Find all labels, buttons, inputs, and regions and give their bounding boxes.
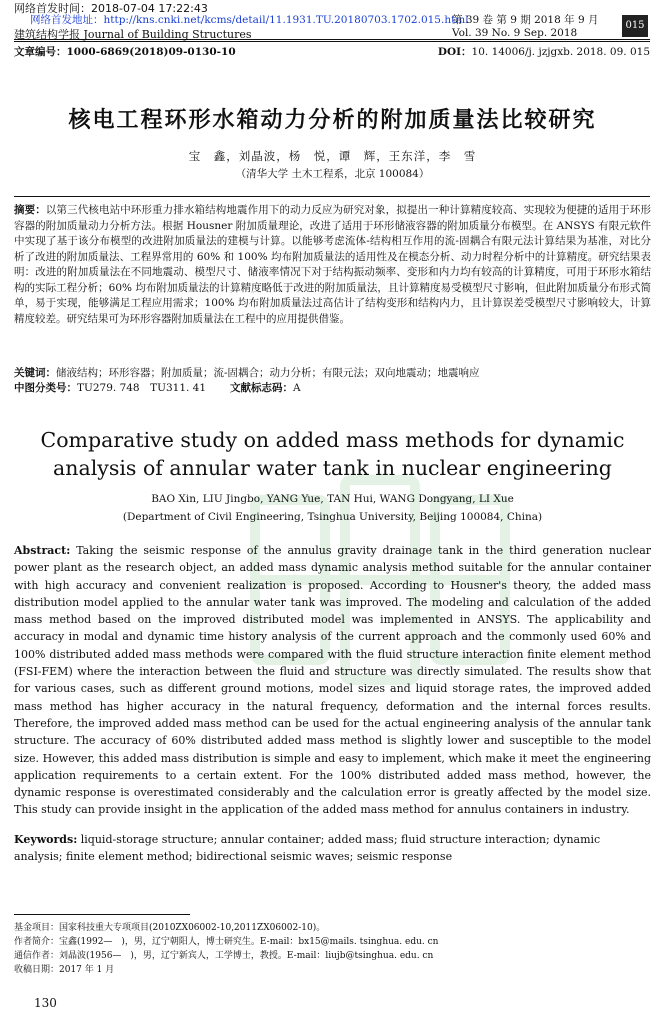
journal-name: 建筑结构学报 Journal of Building Structures bbox=[14, 28, 252, 41]
footnote-author-bio: 作者简介：宝鑫(1992— )，男，辽宁朝阳人，博士研究生。E-mail：bx15@mails. tsinghua. edu. cn bbox=[14, 937, 439, 947]
publish-url-link[interactable]: http://kns.cnki.net/kcms/detail/11.1931.TU.20180703.1702.015.html bbox=[103, 14, 469, 26]
header-rule bbox=[14, 39, 650, 40]
title-en: Comparative study on added mass methods for dynamic analysis of annular water tank in nuclear engineering bbox=[40, 428, 625, 480]
publish-url-label: 网络首发地址： bbox=[30, 14, 104, 26]
title-cn: 核电工程环形水箱动力分析的附加质量法比较研究 bbox=[68, 108, 597, 133]
abstract-en-text: Taking the seismic response of the annulus gravity drainage tank in the third generation nuclear power plant as the research object, an added mass dynamic analysis method suitable for the annular container with high accuracy and convenient realization is proposed. According to Housner's theory, the added mass distribution model applied to the annular water tank was improved. The modeling and calculation of the added mass method based on the improved distributed model was implemented in ANSYS. The applicability and accuracy in modal and dynamic time history analysis of the current approach and the commonly used 60% and 100% distributed added mass methods were compared with the fluid structure interaction finite element method (FSI-FEM) where the interaction between the fluid and structure was directly simulated. The results show that for various cases, such as different ground motions, model sizes and liquid storage rates, the improved added mass method has higher accuracy in the natural frequency, deformation and the internal forces results. Therefore, the improved added mass method can be used for the actual engineering analysis of the annular tank structure. The accuracy of 60% distributed added mass method is slightly lower and susceptible to the model size. However, this added mass distribution is simple and easy to implement, which make it meet the engineering application requirements to a certain extent. For the 100% distributed added mass method, however, the dynamic response is overestimated considerably and the calculation error is greatly affected by the model size. This study can provide insight in the application of the added mass method for annulus containers in industry. bbox=[14, 544, 652, 817]
doi-line bbox=[438, 44, 650, 59]
abstract-cn bbox=[14, 203, 651, 327]
issue-cn: 第 39 卷 第 9 期 2018 年 9 月 bbox=[452, 14, 599, 26]
issue-info bbox=[452, 14, 598, 40]
article-number: 文章编号：1000-6869(2018)09-0130-10 bbox=[14, 46, 236, 58]
doi-value: 10. 14006/j. jzjgxb. 2018. 09. 015 bbox=[471, 46, 650, 58]
abstract-en-label: Abstract: bbox=[14, 544, 71, 557]
publish-time: 2018-07-04 17:22:43 bbox=[91, 2, 208, 15]
keywords-en-label: Keywords: bbox=[14, 833, 78, 846]
affiliation-en: (Department of Civil Engineering, Tsinghua University, Beijing 100084, China) bbox=[122, 511, 543, 523]
classification-line bbox=[14, 380, 301, 395]
footnote-funding: 基金项目：国家科技重大专项项目(2010ZX06002-10,2011ZX06002-10)。 bbox=[14, 923, 326, 933]
abstract-top-rule bbox=[14, 196, 650, 197]
footnote-rule bbox=[14, 914, 190, 915]
keywords-cn bbox=[14, 365, 480, 380]
abstract-cn-text: 以第三代核电站中环形重力排水箱结构地震作用下的动力反应为研究对象，拟提出一种计算精度较高、实现较为便捷的适用于环形容器的附加质量动力分析方法。根据 Housner 附加质量理论，改进了适用于环形储液容器的附加质量分布模型。在 ANSYS 有限元软件中实现了基于该分布模型的改进附加质量法的建模与计算。以能够考虑流体-结构相互作用的流-固耦合有限元法计算结果为基准，对比分析了改进的附加质量法、工程界常用的 60% 和 100% 均布附加质量法的适用性及在模态分析、动力时程分析中的计算精度。研究结果表明：改进的附加质量法在不同地震动、模型尺寸、储液率情况下对于结构振动频率、变形和内力均有较高的计算精度，可用于环形水箱结构的实际工程分析；60% 均布附加质量法的计算精度略低于改进的附加质量法，且计算精度易受模型尺寸影响，但此附加质量分布形式简单，易于实现，能够满足工程应用需求；100% 均布附加质量法过高估计了结构变形和结构内力，且计算误差受模型尺寸影响较大，计算精度较差。研究结果可为环形容器附加质量法在工程中的应用提供借鉴。 bbox=[14, 204, 652, 325]
doc-code-value: A bbox=[293, 382, 301, 394]
doc-code-label: 文献标志码： bbox=[230, 382, 294, 394]
clc-value: TU279. 748 TU311. 41 bbox=[77, 382, 207, 394]
footnote-corresponding: 通信作者：刘晶波(1956— )，男，辽宁新宾人，工学博士，教授。E-mail：liujb@tsinghua. edu. cn bbox=[14, 951, 434, 961]
clc-label: 中图分类号： bbox=[14, 382, 77, 394]
affiliation-cn: （清华大学 土木工程系，北京 100084） bbox=[235, 168, 430, 180]
issue-en: Vol. 39 No. 9 Sep. 2018 bbox=[452, 27, 578, 39]
authors-en: BAO Xin, LIU Jingbo, YANG Yue, TAN Hui, WANG Dongyang, LI Xue bbox=[151, 493, 514, 505]
keywords-en bbox=[14, 831, 651, 866]
footnotes bbox=[14, 921, 438, 977]
keywords-cn-text: 储液结构；环形容器；附加质量；流-固耦合；动力分析；有限元法；双向地震动；地震响应 bbox=[56, 367, 480, 379]
keywords-cn-label: 关键词： bbox=[14, 367, 56, 379]
keywords-en-text: liquid-storage structure; annular container; added mass; fluid structure interaction; dynamic analysis; finite element method; bidirectional seismic waves; seismic response bbox=[14, 833, 601, 864]
abstract-en bbox=[14, 542, 651, 819]
authors-cn: 宝 鑫，刘晶波，杨 悦，谭 辉，王东洋，李 雪 bbox=[188, 149, 477, 163]
header-rule-thin bbox=[14, 41, 650, 42]
publish-time-label: 网络首发时间： bbox=[14, 2, 91, 15]
doi-label: DOI： bbox=[437, 46, 472, 58]
abstract-cn-label: 摘要： bbox=[14, 204, 46, 216]
page-number: 130 bbox=[34, 996, 57, 1010]
footnote-received: 收稿日期：2017 年 1 月 bbox=[14, 965, 115, 975]
page-id-box: 015 bbox=[622, 15, 648, 37]
